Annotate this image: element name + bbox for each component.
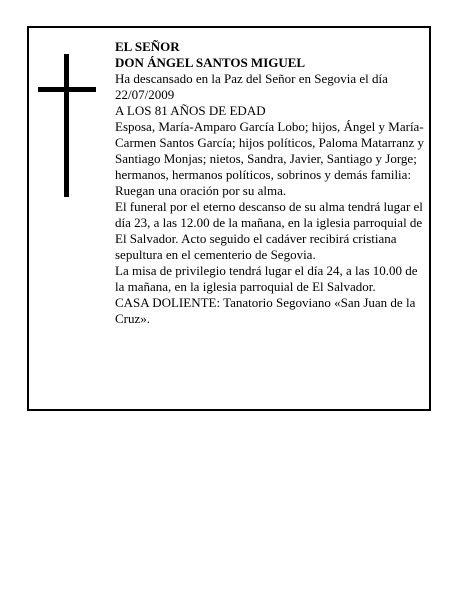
age-statement: A LOS 81 AÑOS DE EDAD [115,103,266,118]
funeral-details: El funeral por el eterno descanso de su alma tendrá lugar el día 23, a las 12.00 de la mañana, en la iglesia parroquial de El Salvador. Acto seguido el cadáver recibirá cristiana sepultura en el cementerio de Segovia. [115,199,423,262]
deceased-name: DON ÁNGEL SANTOS MIGUEL [115,55,306,70]
death-statement: Ha descansado en la Paz del Señor en Segovia el día 22/07/2009 [115,71,388,102]
heading-title: EL SEÑOR [115,39,180,54]
family-list: Esposa, María-Amparo García Lobo; hijos, Ángel y María-Carmen Santos García; hijos políticos, Paloma Matarranz y Santiago Monjas; nietos, Sandra, Javier, Santiago y Jorge; hermanos, hermanos políticos, sobrinos y demás familia: [115,119,425,182]
cross-icon [38,54,96,197]
cross-vertical-bar [64,54,69,197]
cross-horizontal-bar [38,87,96,92]
prayer-request: Ruegan una oración por su alma. [115,183,287,198]
obituary-text [115,39,425,327]
mourning-house: CASA DOLIENTE: Tanatorio Segoviano «San Juan de la Cruz». [115,295,416,326]
mass-details: La misa de privilegio tendrá lugar el día 24, a las 10.00 de la mañana, en la iglesia parroquial de El Salvador. [115,263,418,294]
